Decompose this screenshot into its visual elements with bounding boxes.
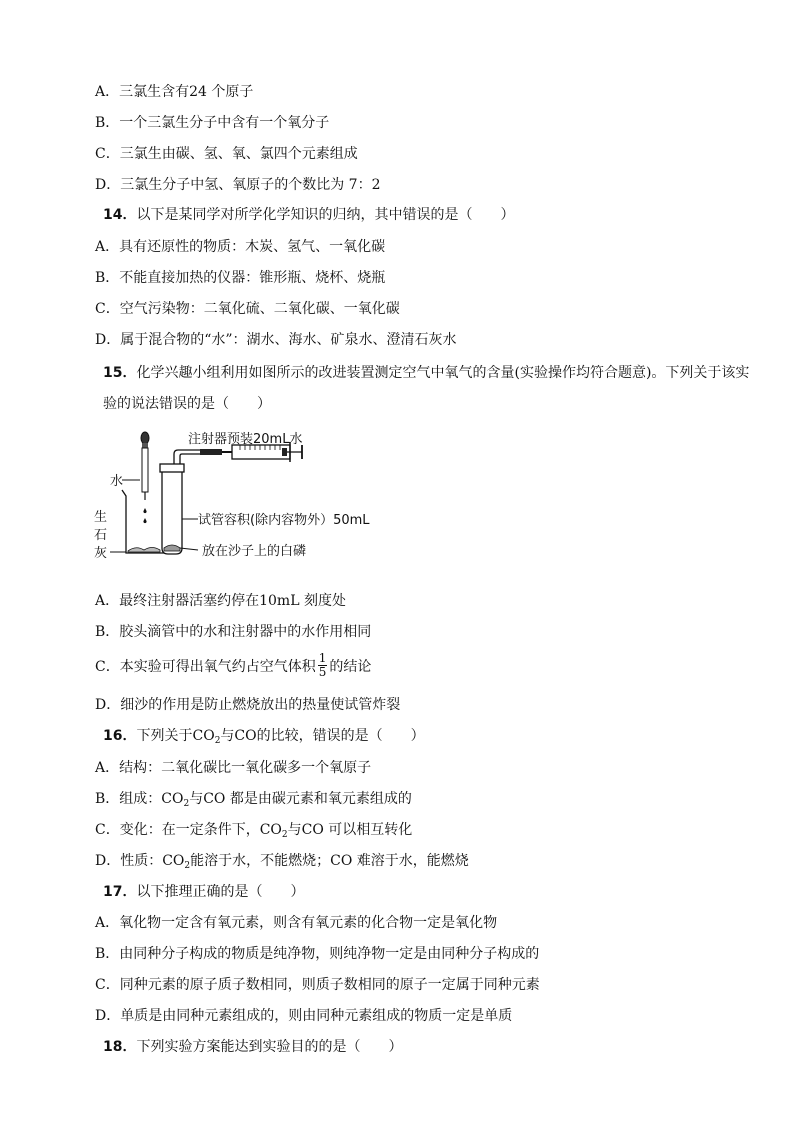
test-tube-stopper (160, 464, 184, 472)
lime-label-1: 生 (94, 510, 108, 525)
q18-number: 18． (103, 1039, 137, 1055)
q15-option-a: A．最终注射器活塞约停在10mL 刻度处 (95, 593, 346, 609)
q16-option-c-sub: 2 (281, 830, 288, 840)
connecting-tube (174, 450, 202, 464)
q15-apparatus-figure (92, 424, 412, 570)
quicklime (128, 548, 160, 553)
q14-stem: 以下是某同学对所学化学知识的归纳，其中错误的是（ ） (136, 207, 515, 223)
lime-label-3: 灰 (94, 546, 108, 561)
q16-option-d-sub: 2 (184, 861, 191, 871)
q15-option-c-text: C．本实验可得出氧气约占空气体积 (95, 659, 316, 675)
q16-stem-sub: 2 (214, 736, 221, 746)
water-label: 水 (110, 474, 124, 489)
one-fifth-fraction (318, 652, 328, 679)
q17-option-d: D．单质是由同种元素组成的，则由同种元素组成的物质一定是单质 (95, 1008, 513, 1024)
q17-stem: 以下推理正确的是（ ） (136, 884, 305, 900)
q15-stem-1: 化学兴趣小组利用如图所示的改进装置测定空气中氧气的含量(实验操作均符合题意)。下列关于该实 (136, 365, 750, 381)
rubber-connector (200, 449, 222, 455)
q14-number: 14． (103, 207, 137, 223)
q16-option-c-text-b: 与CO 可以相互转化 (287, 822, 413, 838)
q16-option-c-text-a: C．变化：在一定条件下，CO (95, 822, 282, 838)
tube-volume-label: 试管容积(除内容物外）50mL (198, 513, 370, 528)
q15-stem-line-1 (103, 363, 749, 383)
phosphorus-label: 放在沙子上的白磷 (202, 544, 307, 559)
q15-option-c (95, 652, 371, 682)
q16-stem-b: 与CO的比较，错误的是（ ） (220, 728, 425, 744)
q15-option-d: D．细沙的作用是防止燃烧放出的热量使试管炸裂 (95, 697, 401, 713)
q13-option-c: C．三氯生由碳、氢、氧、氯四个元素组成 (95, 146, 358, 162)
q13-option-b: B．一个三氯生分子中含有一个氧分子 (95, 115, 330, 131)
q16-stem-line (103, 726, 425, 746)
q16-option-d (95, 851, 469, 871)
q15-option-c-end: 的结论 (329, 659, 372, 675)
q16-number: 16． (103, 728, 137, 744)
q18-stem-line (103, 1037, 402, 1057)
q15-option-b: B．胶头滴管中的水和注射器中的水作用相同 (95, 624, 372, 640)
q17-option-c: C．同种元素的原子质子数相同，则质子数相同的原子一定属于同种元素 (95, 977, 540, 993)
q16-option-d-text-a: D．性质：CO (95, 853, 185, 869)
q18-stem: 下列实验方案能达到实验目的的是（ ） (136, 1039, 403, 1055)
test-tube (162, 470, 182, 554)
q16-option-b-sub: 2 (183, 799, 190, 809)
q16-option-c (95, 820, 412, 840)
q16-option-a: A．结构：二氧化碳比一氧化碳多一个氧原子 (95, 760, 372, 776)
q16-option-d-text-b: 能溶于水，不能燃烧；CO 难溶于水，能燃烧 (190, 853, 469, 869)
syringe-label: 注射器预装20mL水 (188, 432, 303, 447)
dropper-tube (142, 448, 148, 492)
dropper-bulb (141, 432, 149, 444)
q16-stem-a: 下列关于CO (136, 728, 215, 744)
syringe-barrel (232, 445, 290, 459)
q16-option-b (95, 789, 412, 809)
q17-option-b: B．由同种分子构成的物质是纯净物，则纯净物一定是由同种分子构成的 (95, 946, 540, 962)
q17-number: 17． (103, 884, 137, 900)
fraction-numerator: 1 (318, 650, 327, 665)
q16-option-b-text-b: 与CO 都是由碳元素和氧元素组成的 (189, 791, 412, 807)
q17-option-a: A．氧化物一定含有氧元素，则含有氧元素的化合物一定是氧化物 (95, 915, 498, 931)
dropper-neck (142, 443, 148, 448)
q15-stem-line-2: 验的说法错误的是（ ） (103, 396, 271, 412)
q14-option-a: A．具有还原性的物质：木炭、氢气、一氧化碳 (95, 239, 386, 255)
q16-option-b-text-a: B．组成：CO (95, 791, 184, 807)
q13-option-a: A．三氯生含有24 个原子 (95, 84, 254, 100)
q17-stem-line (103, 882, 304, 902)
fraction-denominator: 5 (318, 664, 327, 679)
lime-label-2: 石 (94, 528, 108, 543)
q14-option-c: C．空气污染物：二氧化硫、二氧化碳、一氧化碳 (95, 301, 400, 317)
q14-option-d: D．属于混合物的“水”：湖水、海水、矿泉水、澄清石灰水 (95, 332, 457, 348)
q14-stem-line (103, 205, 514, 225)
q14-option-b: B．不能直接加热的仪器：锥形瓶、烧杯、烧瓶 (95, 270, 386, 286)
q15-number: 15． (103, 365, 137, 381)
q13-option-d: D．三氯生分子中氢、氧原子的个数比为 7：2 (95, 177, 381, 193)
